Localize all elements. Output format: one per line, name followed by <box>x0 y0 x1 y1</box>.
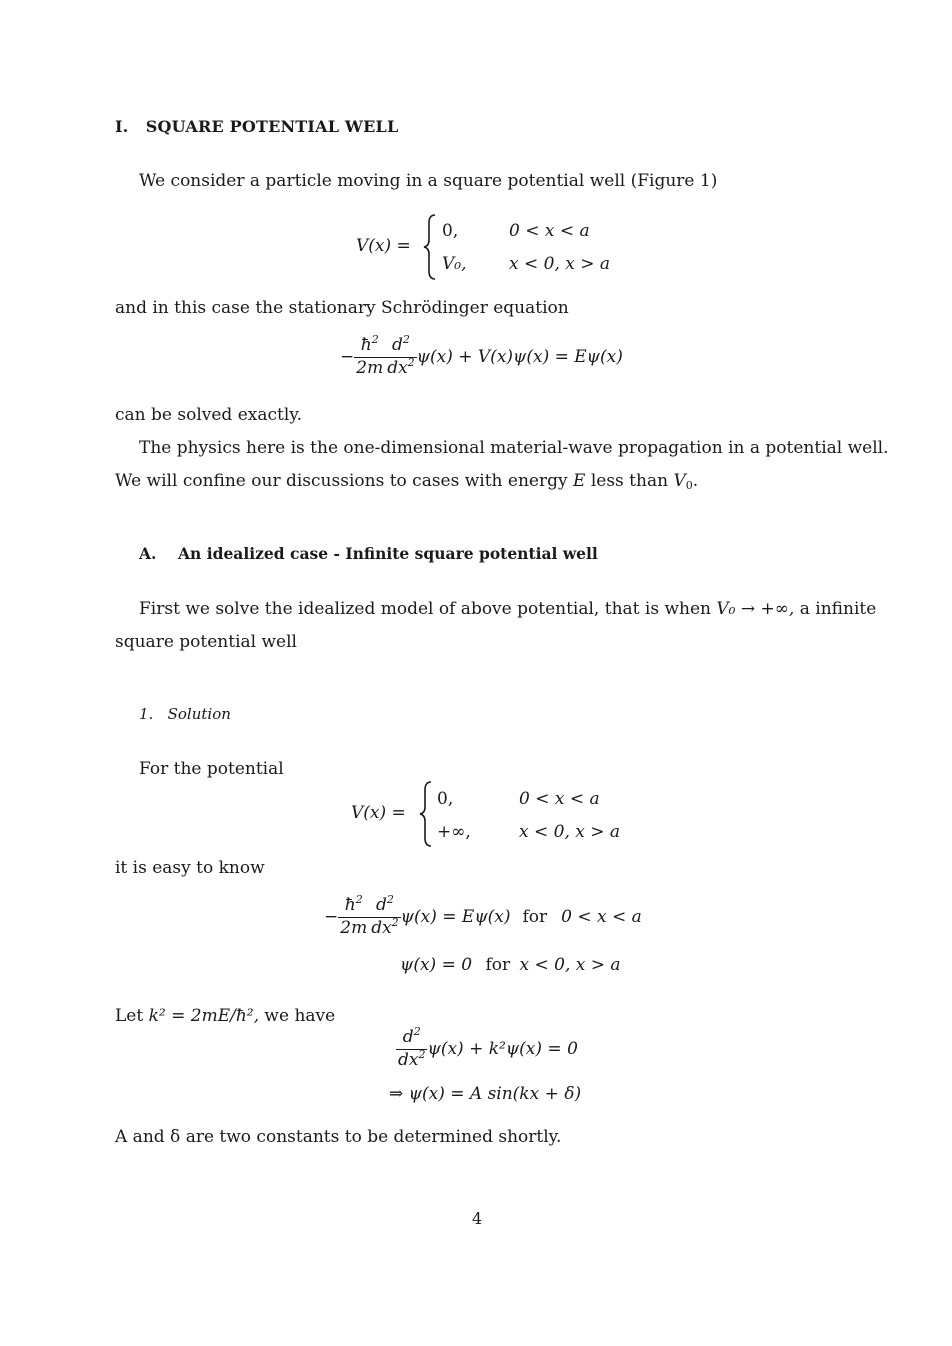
subsection-para-line1 <box>139 601 876 618</box>
eq1-condition: 0 < x < a <box>561 906 642 927</box>
d2-dx2 <box>396 1025 427 1070</box>
final-text: A and δ are two constants to be determined shortly. <box>115 1127 562 1147</box>
exp: 2 <box>407 355 415 369</box>
d: d <box>391 335 403 355</box>
subsubsection-number: 1. <box>139 705 154 723</box>
left-brace-icon <box>418 780 434 848</box>
p2-period: . <box>692 471 699 491</box>
eq2-for: for <box>485 955 511 975</box>
potential2-case2-condition: x < 0, x > a <box>519 822 621 842</box>
hbar: ħ <box>360 335 372 355</box>
outer-equation <box>400 957 621 974</box>
after-potential-text: and in this case the stationary Schrödinger equation <box>115 298 569 318</box>
potential2-case2-value: +∞, <box>437 822 471 842</box>
let-line <box>115 1008 335 1025</box>
exp: 2 <box>413 1025 421 1038</box>
sub-math: V₀ → +∞, <box>716 599 795 619</box>
v-symbol: V <box>673 471 686 491</box>
potential2-case1-value: 0, <box>437 789 454 809</box>
section-heading <box>115 117 398 136</box>
page-number: 4 <box>472 1209 483 1228</box>
v-subscript: 0 <box>685 479 693 492</box>
d2-dx2 <box>385 333 416 378</box>
hbar-over-2m <box>354 333 385 378</box>
two-m: 2m <box>356 357 384 378</box>
section-title: SQUARE POTENTIAL WELL <box>145 117 399 136</box>
d: d <box>402 1027 414 1047</box>
potential2-lhs: V(x) = <box>351 803 406 823</box>
we-have-text: we have <box>264 1006 336 1026</box>
sub-text-a: First we solve the idealized model of above potential, that is when <box>139 599 711 619</box>
ode-tail: ψ(x) + k²ψ(x) = 0 <box>427 1038 578 1059</box>
section-number: I. <box>115 117 129 136</box>
let-text: Let <box>115 1006 144 1026</box>
intro-paragraph: We consider a particle moving in a square potential well (Figure 1) <box>139 171 718 191</box>
eq2-lhs: ψ(x) = 0 <box>400 955 473 975</box>
easy-text: it is easy to know <box>115 858 265 878</box>
exp: 2 <box>402 333 410 346</box>
let-math: k² = 2mE/ħ², <box>148 1006 260 1026</box>
case1-value: 0, <box>442 221 459 241</box>
subsubsection-heading <box>139 705 231 723</box>
eq1-tail: ψ(x) = Eψ(x) <box>400 906 511 927</box>
subsection-number: A. <box>139 544 157 563</box>
exp: 2 <box>418 1047 426 1061</box>
case1-condition: 0 < x < a <box>509 221 590 241</box>
potential-lhs: V(x) = <box>356 236 411 256</box>
two-m: 2m <box>340 917 368 938</box>
hbar: ħ <box>344 895 356 915</box>
p2-text-b: less than <box>590 471 669 491</box>
dx: dx <box>387 357 408 378</box>
sub-text-b: a infinite <box>799 599 877 619</box>
dx: dx <box>398 1049 419 1070</box>
subsection-heading <box>139 544 598 563</box>
d: d <box>375 895 387 915</box>
subsubsection-title: Solution <box>167 705 231 723</box>
solution-equation: ⇒ ψ(x) = A sin(kx + δ) <box>389 1084 582 1104</box>
subsection-para-line2: square potential well <box>115 632 297 652</box>
dx: dx <box>371 917 392 938</box>
eq2-condition: x < 0, x > a <box>519 955 621 975</box>
minus-sign: − <box>340 346 355 367</box>
energy-symbol: E <box>573 471 586 491</box>
ode-equation <box>396 1025 578 1070</box>
p2-text-a: We will confine our discussions to cases with energy <box>115 471 568 491</box>
minus-sign: − <box>324 906 339 927</box>
for-potential-text: For the potential <box>139 759 284 779</box>
solved-text: can be solved exactly. <box>115 405 303 425</box>
exp: 2 <box>355 893 363 906</box>
schrodinger-tail: ψ(x) + V(x)ψ(x) = Eψ(x) <box>416 346 623 367</box>
potential2-case1-condition: 0 < x < a <box>519 789 600 809</box>
eq1-for: for <box>522 906 548 927</box>
paragraph2-line1: The physics here is the one-dimensional material-wave propagation in a potential well. <box>139 438 889 458</box>
subsection-title: An idealized case - Infinite square potential well <box>178 544 598 563</box>
left-brace-icon <box>422 213 438 281</box>
exp: 2 <box>386 893 394 906</box>
exp: 2 <box>391 915 399 929</box>
case2-condition: x < 0, x > a <box>509 254 611 274</box>
d2-dx2 <box>369 893 400 938</box>
schrodinger-equation <box>340 333 623 378</box>
case2-value: V₀, <box>442 254 467 274</box>
hbar-over-2m <box>338 893 369 938</box>
inner-equation <box>324 893 642 938</box>
exp: 2 <box>371 333 379 346</box>
paragraph2-line2 <box>115 473 698 490</box>
